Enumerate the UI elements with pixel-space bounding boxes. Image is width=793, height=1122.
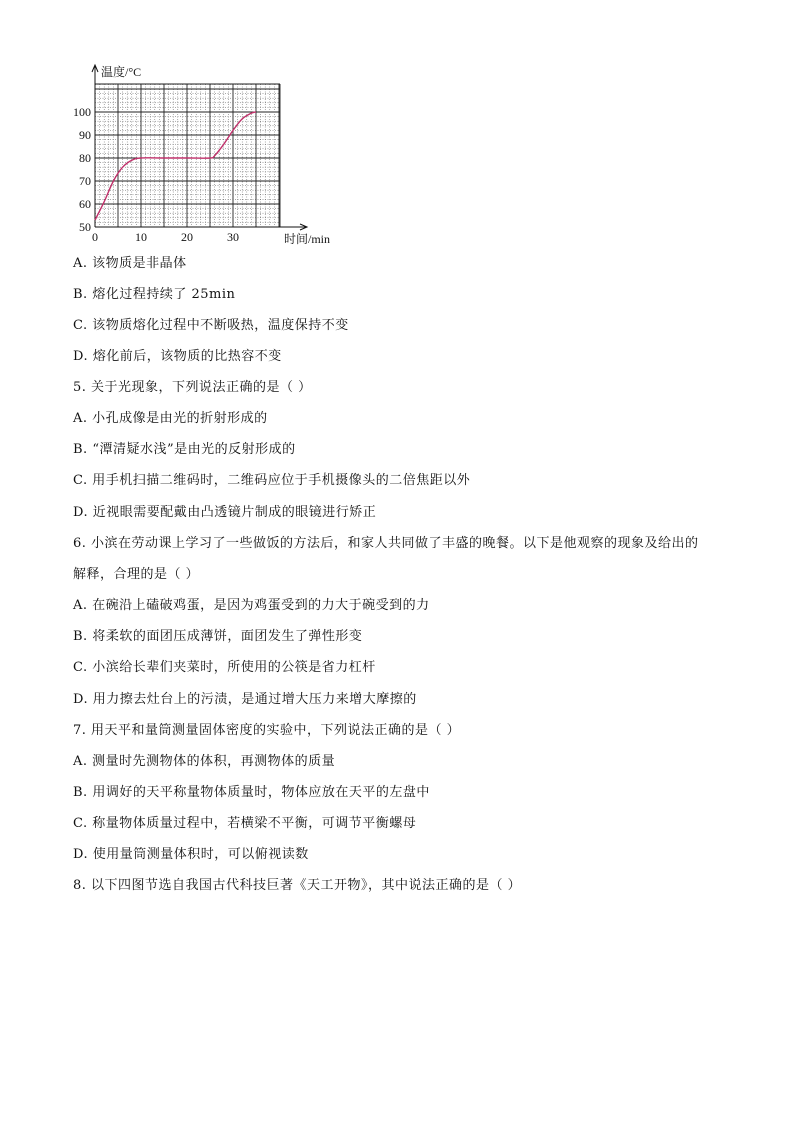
text-line: C. 用手机扫描二维码时，二维码应位于手机摄像头的二倍焦距以外 xyxy=(73,473,471,488)
y-tick-label: 90 xyxy=(79,128,91,142)
text-line: A. 测量时先测物体的体积，再测物体的质量 xyxy=(73,754,336,769)
text-line: 6. 小滨在劳动课上学习了一些做饭的方法后，和家人共同做了丰盛的晚餐。以下是他观察的现象及给出的 xyxy=(73,536,699,551)
text-line: A. 在碗沿上磕破鸡蛋，是因为鸡蛋受到的力大于碗受到的力 xyxy=(73,598,430,613)
text-line: A. 小孔成像是由光的折射形成的 xyxy=(73,411,268,426)
text-line: A. 该物质是非晶体 xyxy=(73,256,187,271)
text-line: 5. 关于光现象，下列说法正确的是（ ） xyxy=(73,380,312,395)
x-tick-label: 10 xyxy=(135,230,147,244)
x-tick-label: 30 xyxy=(227,230,239,244)
y-axis-label: 温度/°C xyxy=(101,65,142,79)
text-line: B. 将柔软的面团压成薄饼，面团发生了弹性形变 xyxy=(73,629,363,644)
text-line: 7. 用天平和量筒测量固体密度的实验中，下列说法正确的是（ ） xyxy=(73,723,461,738)
text-line: C. 小滨给长辈们夹菜时，所使用的公筷是省力杠杆 xyxy=(73,660,376,675)
text-line: B. 用调好的天平称量物体质量时，物体应放在天平的左盘中 xyxy=(73,785,430,800)
temperature-time-chart xyxy=(60,58,335,248)
text-line: D. 熔化前后，该物质的比热容不变 xyxy=(73,349,282,364)
text-line: 8. 以下四图节选自我国古代科技巨著《天工开物》，其中说法正确的是（ ） xyxy=(73,878,522,893)
y-tick-label: 70 xyxy=(79,174,91,188)
text-line: C. 称量物体质量过程中，若横梁不平衡，可调节平衡螺母 xyxy=(73,816,417,831)
text-line: D. 使用量筒测量体积时，可以俯视读数 xyxy=(73,847,309,862)
y-tick-label: 80 xyxy=(79,151,91,165)
text-line: B. “潭清疑水浅”是由光的反射形成的 xyxy=(73,442,296,457)
text-line: 解释，合理的是（ ） xyxy=(73,567,200,582)
y-tick-label: 60 xyxy=(79,197,91,211)
text-line: B. 熔化过程持续了 25min xyxy=(73,287,236,302)
y-tick-label: 50 xyxy=(79,220,91,234)
text-line: D. 用力擦去灶台上的污渍，是通过增大压力来增大摩擦的 xyxy=(73,692,417,707)
x-tick-label: 20 xyxy=(181,230,193,244)
x-axis-label: 时间/min xyxy=(284,232,331,246)
y-tick-label: 100 xyxy=(73,105,91,119)
text-line: C. 该物质熔化过程中不断吸热，温度保持不变 xyxy=(73,318,349,333)
text-line: D. 近视眼需要配戴由凸透镜片制成的眼镜进行矫正 xyxy=(73,505,377,520)
x-tick-label: 0 xyxy=(92,230,98,244)
